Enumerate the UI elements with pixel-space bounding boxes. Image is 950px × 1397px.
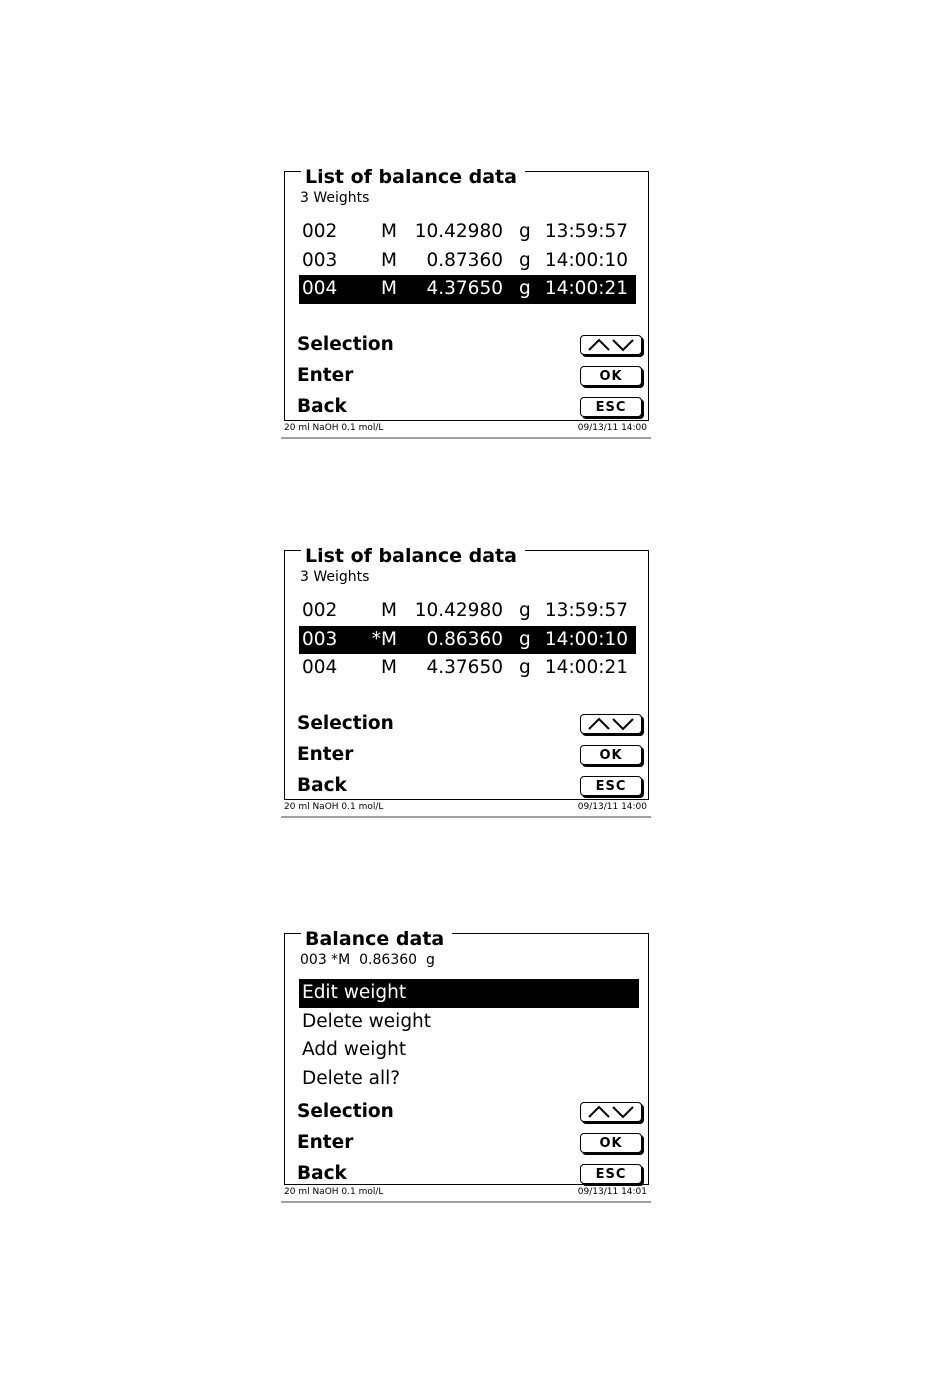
weight-unit: g bbox=[519, 249, 531, 271]
status-bar bbox=[281, 800, 651, 818]
date-time: 09/13/11 14:01 bbox=[577, 1187, 647, 1197]
sample-id: 004 bbox=[302, 278, 338, 299]
enter-label: Enter bbox=[297, 744, 354, 765]
list-item[interactable] bbox=[299, 597, 636, 626]
menu-item-label: Edit weight bbox=[302, 982, 407, 1003]
method-name: 20 ml NaOH 0.1 mol/L bbox=[284, 1187, 384, 1197]
sample-id: 003 bbox=[302, 249, 338, 271]
balance-data-menu bbox=[299, 979, 639, 1094]
sample-id: 002 bbox=[302, 221, 338, 242]
up-down-button[interactable] bbox=[580, 335, 642, 355]
enter-label: Enter bbox=[297, 365, 354, 386]
up-down-arrows-icon bbox=[587, 1105, 635, 1119]
weight-time: 14:00:21 bbox=[544, 657, 628, 678]
selection-label: Selection bbox=[297, 334, 394, 355]
menu-item-label: Delete weight bbox=[302, 1010, 432, 1032]
back-label: Back bbox=[297, 396, 347, 417]
menu-item-label: Add weight bbox=[302, 1039, 407, 1061]
up-down-button[interactable] bbox=[580, 1102, 642, 1122]
screen-title: List of balance data bbox=[301, 545, 525, 567]
weight-value: 0.86360 bbox=[426, 628, 503, 650]
sample-id: 002 bbox=[302, 600, 338, 621]
back-label: Back bbox=[297, 1163, 347, 1184]
weights-count: 3 Weights bbox=[300, 569, 370, 585]
status-bar bbox=[281, 1185, 651, 1203]
screen-frame bbox=[284, 166, 649, 421]
screen-frame bbox=[284, 545, 649, 800]
date-time: 09/13/11 14:00 bbox=[577, 802, 647, 812]
weight-mark: M bbox=[381, 249, 397, 271]
up-down-arrows-icon bbox=[587, 717, 635, 731]
balance-data-list bbox=[299, 218, 636, 304]
weight-unit: g bbox=[519, 278, 531, 299]
esc-button[interactable]: ESC bbox=[580, 776, 642, 796]
weight-value: 10.42980 bbox=[414, 221, 503, 242]
sample-id: 004 bbox=[302, 657, 338, 678]
weight-unit: g bbox=[519, 600, 531, 621]
selection-label: Selection bbox=[297, 1101, 394, 1122]
menu-item-delete-weight[interactable] bbox=[299, 1008, 639, 1037]
weight-value: 10.42980 bbox=[414, 600, 503, 621]
weight-time: 14:00:10 bbox=[544, 628, 628, 650]
list-item-selected[interactable] bbox=[299, 275, 636, 304]
method-name: 20 ml NaOH 0.1 mol/L bbox=[284, 423, 384, 433]
weight-unit: g bbox=[519, 657, 531, 678]
esc-button[interactable]: ESC bbox=[580, 397, 642, 417]
weight-unit: g bbox=[519, 628, 531, 650]
sample-id: 003 bbox=[302, 628, 338, 650]
key-legend bbox=[297, 1097, 642, 1190]
menu-item-label: Delete all? bbox=[302, 1068, 401, 1090]
weight-unit: g bbox=[519, 221, 531, 242]
weight-mark: M bbox=[381, 600, 397, 621]
screen-title: List of balance data bbox=[301, 166, 525, 188]
weight-mark: *M bbox=[371, 628, 397, 650]
ok-button[interactable]: OK bbox=[580, 1133, 642, 1153]
enter-label: Enter bbox=[297, 1132, 354, 1153]
weight-time: 14:00:10 bbox=[544, 249, 628, 271]
screen-title: Balance data bbox=[301, 928, 452, 950]
weight-value: 4.37650 bbox=[426, 278, 503, 299]
ok-button[interactable]: OK bbox=[580, 366, 642, 386]
weight-time: 13:59:57 bbox=[544, 221, 628, 242]
esc-button[interactable]: ESC bbox=[580, 1164, 642, 1184]
weight-mark: M bbox=[381, 221, 397, 242]
menu-item-edit-weight[interactable] bbox=[299, 979, 639, 1008]
screen-frame bbox=[284, 928, 649, 1185]
menu-item-add-weight[interactable] bbox=[299, 1036, 639, 1065]
key-legend bbox=[297, 330, 642, 423]
weights-count: 3 Weights bbox=[300, 190, 370, 206]
list-item[interactable] bbox=[299, 654, 636, 683]
status-bar bbox=[281, 421, 651, 439]
date-time: 09/13/11 14:00 bbox=[577, 423, 647, 433]
list-item[interactable] bbox=[299, 247, 636, 276]
up-down-button[interactable] bbox=[580, 714, 642, 734]
list-item[interactable] bbox=[299, 218, 636, 247]
balance-data-list bbox=[299, 597, 636, 683]
up-down-arrows-icon bbox=[587, 338, 635, 352]
menu-item-delete-all[interactable] bbox=[299, 1065, 639, 1094]
key-legend bbox=[297, 709, 642, 802]
weight-mark: M bbox=[381, 278, 397, 299]
back-label: Back bbox=[297, 775, 347, 796]
ok-button[interactable]: OK bbox=[580, 745, 642, 765]
weight-mark: M bbox=[381, 657, 397, 678]
method-name: 20 ml NaOH 0.1 mol/L bbox=[284, 802, 384, 812]
weight-time: 14:00:21 bbox=[544, 278, 628, 299]
selected-weight-summary: 003 *M 0.86360 g bbox=[300, 952, 435, 968]
list-item-selected[interactable] bbox=[299, 626, 636, 655]
weight-value: 4.37650 bbox=[426, 657, 503, 678]
weight-value: 0.87360 bbox=[426, 249, 503, 271]
weight-time: 13:59:57 bbox=[544, 600, 628, 621]
selection-label: Selection bbox=[297, 713, 394, 734]
